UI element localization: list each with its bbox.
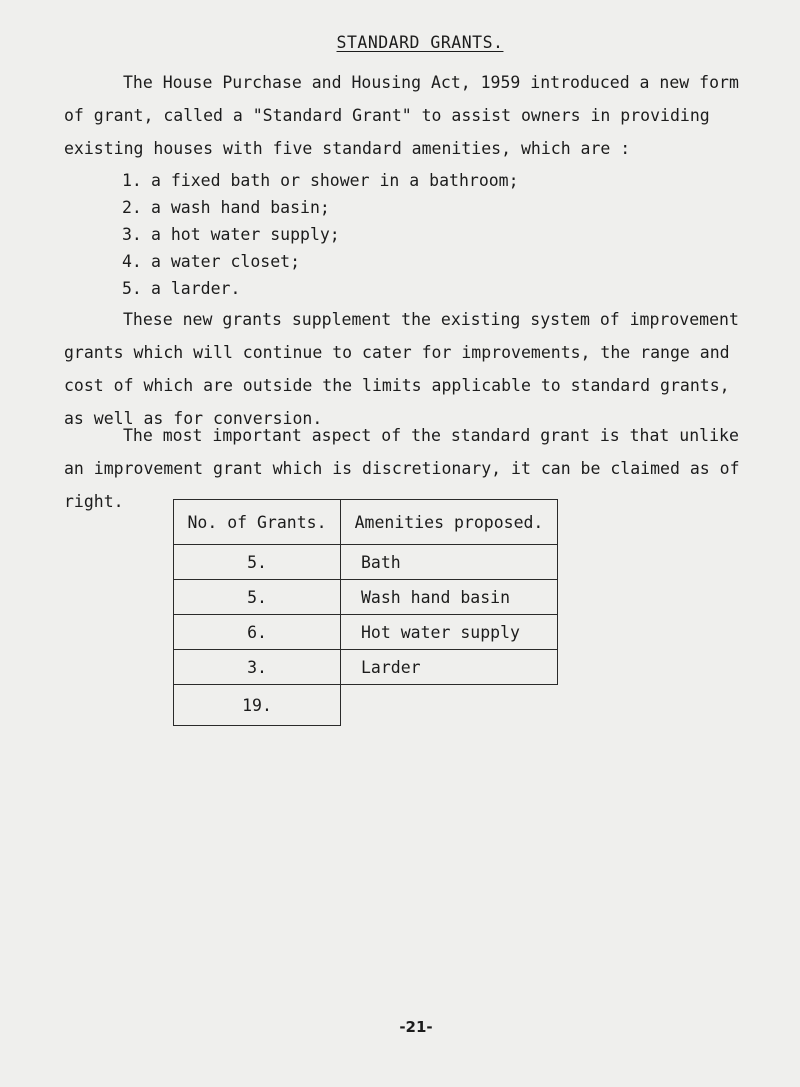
list-item-text: a hot water supply;: [151, 225, 340, 244]
list-item-text: a water closet;: [151, 252, 301, 271]
page-number: -21-: [399, 1018, 433, 1036]
list-item-number: 4.: [122, 252, 142, 271]
supplement-paragraph: These new grants supplement the existing system of improvement grants which will continue to cater for improvements, the range and cost of which are outside the limits applicable to standard grants, as well as for conversion.: [64, 310, 739, 428]
table-row: [174, 580, 558, 615]
grants-count-cell: 6.: [174, 615, 341, 650]
grants-total-cell: 19.: [174, 685, 341, 726]
list-item: [122, 248, 519, 275]
table-row: [174, 545, 558, 580]
list-item: [122, 167, 519, 194]
intro-paragraph: The House Purchase and Housing Act, 1959 introduced a new form of grant, called a "Standard Grant" to assist owners in providing existing houses with five standard amenities, which are :: [64, 73, 739, 158]
total-row: [174, 685, 558, 726]
empty-cell: [341, 685, 558, 726]
grants-count-cell: 5.: [174, 545, 341, 580]
grants-count-cell: 5.: [174, 580, 341, 615]
list-item: [122, 275, 519, 302]
list-item-number: 2.: [122, 198, 142, 217]
list-item-text: a fixed bath or shower in a bathroom;: [151, 171, 519, 190]
list-item-number: 3.: [122, 225, 142, 244]
list-item: [122, 194, 519, 221]
list-item-number: 1.: [122, 171, 142, 190]
page-title: STANDARD GRANTS.: [336, 33, 504, 52]
amenity-cell: Larder: [341, 650, 558, 685]
aspect-paragraph: The most important aspect of the standard grant is that unlike an improvement grant which is discretionary, it can be claimed as of right.: [64, 426, 740, 511]
grants-count-cell: 3.: [174, 650, 341, 685]
amenity-cell: Wash hand basin: [341, 580, 558, 615]
table-header-row: [174, 500, 558, 545]
list-item-number: 5.: [122, 279, 142, 298]
amenities-list: [122, 167, 519, 302]
grants-table: [173, 499, 558, 726]
amenity-cell: Bath: [341, 545, 558, 580]
table-row: [174, 615, 558, 650]
table-row: [174, 650, 558, 685]
list-item-text: a wash hand basin;: [151, 198, 330, 217]
list-item-text: a larder.: [151, 279, 241, 298]
column-header-grants: No. of Grants.: [174, 500, 341, 545]
list-item: [122, 221, 519, 248]
amenity-cell: Hot water supply: [341, 615, 558, 650]
column-header-amenities: Amenities proposed.: [341, 500, 558, 545]
